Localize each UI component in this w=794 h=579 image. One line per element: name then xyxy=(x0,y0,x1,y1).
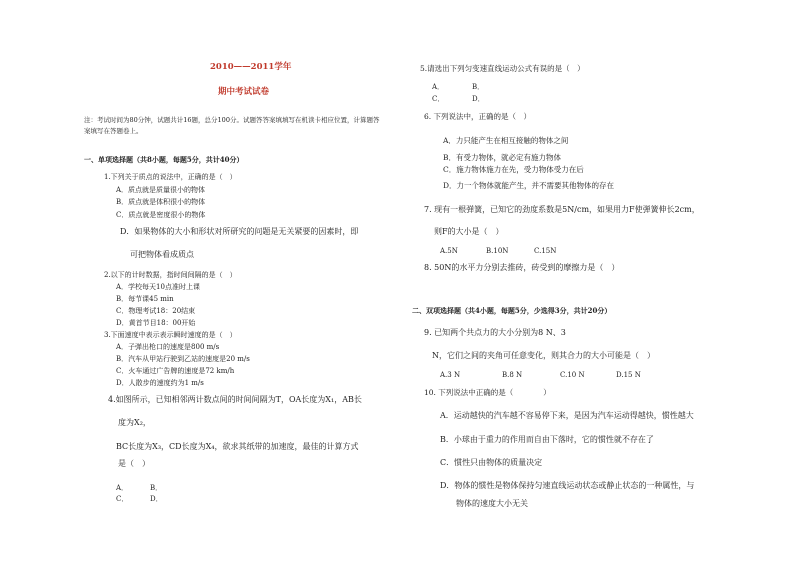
q7-stem-line2: 则F的大小是（ ） xyxy=(434,227,504,236)
q6-stem: 6. 下列说法中，正确的是（ ） xyxy=(424,112,532,121)
q10-stem: 10. 下列说法中正确的是（ ） xyxy=(424,388,551,397)
q1-option-b: B．质点就是体积很小的物体 xyxy=(116,198,206,206)
q3-option-d: D．人散步的速度约为1 m/s xyxy=(116,379,204,387)
q9-stem-line1: 9. 已知两个共点力的大小分别为8 N、3 xyxy=(424,328,566,337)
q9-option-b: B.8 N xyxy=(502,371,523,379)
q9-stem-line2: N，它们之间的夹角可任意变化，则其合力的大小可能是（ ） xyxy=(432,351,655,360)
q10-option-a: A．运动越快的汽车越不容易停下来，是因为汽车运动得越快，惯性越大 xyxy=(440,411,694,420)
exam-title: 期中考试试卷 xyxy=(218,87,270,97)
q2-option-c: C．物理考试18：20结束 xyxy=(116,307,196,315)
section-double-choice-heading: 二、双项选择题（共4小题，每题5分，少选得3分，共计20分） xyxy=(412,306,612,315)
q6-option-c: C．施力物体施力在先，受力物体受力在后 xyxy=(443,165,584,174)
q3-option-c: C．火车通过广告牌的速度是72 km/h xyxy=(116,367,235,375)
q7-option-b: B.10N xyxy=(486,247,509,255)
q5-option-c: C． xyxy=(432,95,445,103)
q10-option-c: C．惯性只由物体的质量决定 xyxy=(440,458,543,467)
q9-option-a: A.3 N xyxy=(440,371,461,379)
q6-option-a: A．力只能产生在相互接触的物体之间 xyxy=(443,136,569,145)
q4-option-c: C． xyxy=(116,495,129,503)
q8-stem: 8. 50N的水平力分别去推砖，砖受到的摩擦力是（ ） xyxy=(424,263,620,272)
q5-option-b: B． xyxy=(472,83,485,91)
q10-option-b: B．小球由于重力的作用而自由下落时，它的惯性就不存在了 xyxy=(440,435,654,444)
exam-note-line1: 注：考试时间为80分钟，试题共计16题，总分100分。试题答答案填填写在机读卡相应位置，计算题答 xyxy=(84,116,380,124)
q7-stem-line1: 7. 现有一根弹簧，已知它的劲度系数是5N/cm，如果用力F使弹簧伸长2cm， xyxy=(424,205,700,214)
q4-option-d: D． xyxy=(150,495,163,503)
q5-stem: 5.请选出下列匀变速直线运动公式有误的是（ ） xyxy=(420,64,585,73)
q3-option-b: B．汽车从甲站行驶到乙站的速度是20 m/s xyxy=(116,355,250,363)
q2-option-a: A．学校每天10点准时上课 xyxy=(116,283,200,291)
q6-option-b: B．有受力物体，就必定有施力物体 xyxy=(443,153,562,162)
q3-stem: 3.下面速度中表示表示瞬时速度的是（ ） xyxy=(104,331,237,339)
q1-stem: 1.下列关于质点的说法中，正确的是（ ） xyxy=(104,173,237,181)
q3-option-a: A．子弹出枪口的速度是800 m/s xyxy=(116,343,220,351)
q2-stem: 2.以下的计时数据，指时间间隔的是（ ） xyxy=(104,271,237,279)
q4-stem-line4: 是（ ） xyxy=(118,459,150,468)
q7-option-a: A.5N xyxy=(440,247,458,255)
q6-option-d: D．力一个物体就能产生，并不需要其他物体的存在 xyxy=(443,181,615,190)
q2-option-b: B．每节课45 min xyxy=(116,295,174,303)
q4-stem-line2: 度为X₂， xyxy=(118,418,151,427)
q1-option-a: A．质点就是质量很小的物体 xyxy=(116,186,206,194)
q5-option-a: A． xyxy=(432,83,445,91)
q10-option-d-line1: D．物体的惯性是物体保持匀速直线运动状态或静止状态的一种属性，与 xyxy=(440,481,695,490)
exam-note-line2: 案填写在答题卷上。 xyxy=(84,127,143,135)
q4-stem-line1: 4.如图所示，已知相邻两计数点间的时间间隔为T，OA长度为X₁，AB长 xyxy=(108,395,362,404)
q1-option-d-line1: D．如果物体的大小和形状对所研究的问题是无关紧要的因素时，即 xyxy=(120,227,359,236)
q1-option-c: C．质点就是密度很小的物体 xyxy=(116,211,206,219)
q4-stem-line3: BC长度为X₃，CD长度为X₄，欲求其纸带的加速度，最佳的计算方式 xyxy=(116,442,359,451)
q4-option-b: B． xyxy=(150,484,163,492)
q2-option-d: D．黄首节目18：00开始 xyxy=(116,319,196,327)
section-single-choice-heading: 一、单项选择题（共8小题，每题5分，共计40分） xyxy=(84,155,244,164)
q5-option-d: D． xyxy=(472,95,485,103)
q1-option-d-line2: 可把物体看成质点 xyxy=(130,250,194,259)
q9-option-d: D.15 N xyxy=(616,371,641,379)
q10-option-d-line2: 物体的速度大小无关 xyxy=(456,499,528,508)
exam-year: 2010——2011学年 xyxy=(210,62,292,72)
q7-option-c: C.15N xyxy=(534,247,557,255)
q4-option-a: A． xyxy=(116,484,129,492)
q9-option-c: C.10 N xyxy=(560,371,585,379)
